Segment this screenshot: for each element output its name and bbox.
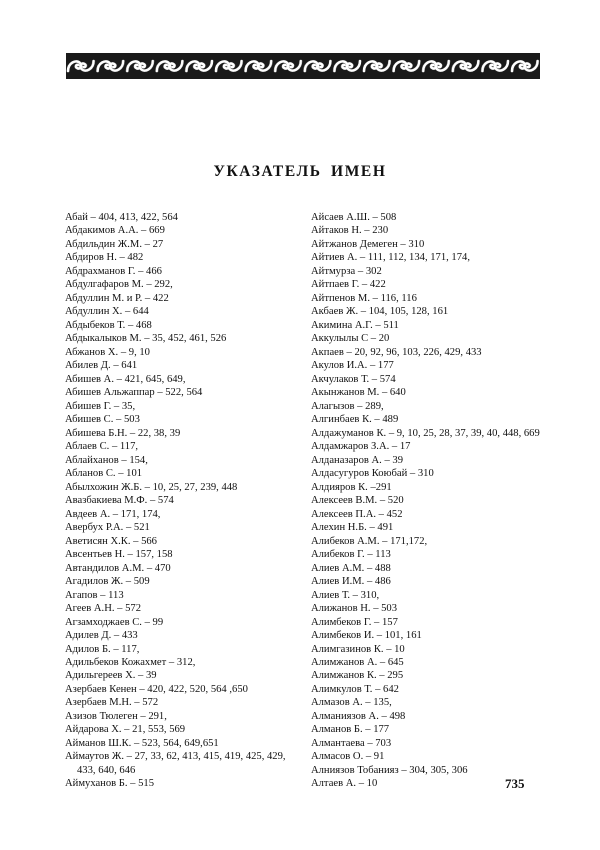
index-entry: Абдуллин М. и Р. – 422	[65, 292, 169, 304]
index-entry: Алгинбаев К. – 489	[311, 414, 399, 426]
index-entry: Алехин Н.Б. – 491	[311, 522, 394, 534]
index-entry: Акчулаков Т. – 574	[311, 373, 396, 385]
page-number: 735	[505, 776, 525, 791]
index-entry: Абдуллин Х. – 644	[65, 306, 149, 318]
index-entry: Акпаев – 20, 92, 96, 103, 226, 429, 433	[311, 346, 482, 358]
index-entry: Айтжанов Демеген – 310	[311, 238, 425, 250]
index-entry: Алмазов А. – 135,	[311, 697, 392, 709]
index-entry: Аблаев С. – 117,	[65, 441, 139, 453]
index-entry: Адилев Д. – 433	[65, 630, 138, 642]
index-entry: Алдамжаров З.А. – 17	[311, 441, 411, 453]
index-entry: Айтаков Н. – 230	[311, 225, 389, 237]
index-entry: Абишев А. – 421, 645, 649,	[65, 373, 186, 385]
index-entry: Алиев Т. – 310,	[311, 589, 380, 601]
index-entry: Айдарова Х. – 21, 553, 569	[65, 724, 186, 736]
index-entry: Алтаев А. – 10	[311, 778, 378, 790]
index-entry: Алдияров К. –291	[311, 481, 392, 493]
index-entry: Агеев А.Н. – 572	[65, 603, 141, 615]
index-entry: Алагызов – 289,	[311, 400, 384, 412]
index-entry: Абай – 404, 413, 422, 564	[65, 212, 178, 223]
index-entry: Абишев Г. – 35,	[65, 400, 136, 412]
index-entry: Автандилов А.М. – 470	[65, 562, 171, 574]
index-entry: Абдиров Н. – 482	[65, 252, 144, 264]
index-entry: Алимжанов К. – 295	[311, 670, 404, 682]
index-entry: Азизов Тюлеген – 291,	[65, 710, 167, 722]
index-entry: Абишева Б.Н. – 22, 38, 39	[65, 427, 181, 439]
index-entry: Абдыкалыков М. – 35, 452, 461, 526	[65, 333, 227, 345]
index-entry: Абжанов Х. – 9, 10	[65, 346, 150, 358]
index-entry: Авсентьев Н. – 157, 158	[65, 549, 173, 561]
index-entry: Азербаев М.Н. – 572	[65, 697, 159, 709]
index-entry: Айтмурза – 302	[311, 265, 382, 277]
index-entry: Алмантаева – 703	[311, 737, 392, 749]
index-entry: Акулов И.А. – 177	[311, 360, 394, 372]
index-entry: Алексеев В.М. – 520	[311, 495, 404, 507]
index-entry: Абдулгафаров М. – 292,	[65, 279, 173, 291]
name-index-right-column	[311, 211, 541, 791]
index-entry: Алманов Б. – 177	[311, 724, 390, 736]
index-entry: Алимкулов Т. – 642	[311, 683, 399, 695]
index-entry: Абишев С. – 503	[65, 414, 140, 426]
index-entry: Абдакимов А.А. – 669	[65, 225, 165, 237]
index-entry: Абдыбеков Т. – 468	[65, 319, 152, 331]
index-entry: Айтпенов М. – 116, 116	[311, 292, 417, 304]
index-entry: Аймуханов Б. – 515	[65, 778, 155, 790]
index-entry: Алманиязов А. – 498	[311, 710, 406, 722]
index-entry: Алимбеков И. – 101, 161	[311, 630, 422, 642]
index-entry: Абылхожин Ж.Б. – 10, 25, 27, 239, 448	[65, 481, 238, 493]
name-index-left-column	[65, 211, 295, 791]
index-entry: Авдеев А. – 171, 174,	[65, 508, 161, 520]
index-entry: Алиев И.М. – 486	[311, 576, 391, 588]
index-entry: Адильбеков Кожахмет – 312,	[65, 656, 196, 668]
index-entry: Алибеков А.М. – 171,172,	[311, 535, 428, 547]
index-entry: Алексеев П.А. – 452	[311, 508, 403, 520]
index-entry: Айманов Ш.К. – 523, 564, 649,651	[65, 737, 219, 749]
index-entry: Алимжанов А. – 645	[311, 656, 404, 668]
index-entry: Авербух Р.А. – 521	[65, 522, 150, 534]
index-entry: Абдрахманов Г. – 466	[65, 265, 162, 277]
index-entry: Алдасугуров Коюбай – 310	[311, 468, 434, 480]
index-entry: Аккулылы С – 20	[311, 333, 390, 345]
index-entry: Алимгазинов К. – 10	[311, 643, 405, 655]
index-entry: Азербаев Кенен – 420, 422, 520, 564 ,650	[65, 683, 248, 695]
index-entry: Айтиев А. – 111, 112, 134, 171, 174,	[311, 252, 470, 264]
index-entry: Алибеков Г. – 113	[311, 549, 391, 561]
page-title: УКАЗАТЕЛЬ ИМЕН	[213, 163, 387, 180]
index-entry: Алниязов Тобанияз – 304, 305, 306	[311, 764, 468, 776]
index-entry: Алимбеков Г. – 157	[311, 616, 398, 628]
index-entry: Акимина А.Г. – 511	[311, 319, 399, 331]
index-entry: Адильгереев Х. – 39	[65, 670, 157, 682]
index-entry: Абилев Д. – 641	[65, 360, 138, 372]
index-entry: Айтпаев Г. – 422	[311, 279, 386, 291]
index-entry: Аймаутов Ж. – 27, 33, 62, 413, 415, 419, 425, 429, 433, 640, 646	[65, 751, 286, 776]
index-entry: Абишев Альжаппар – 522, 564	[65, 387, 203, 399]
index-entry: Алиев А.М. – 488	[311, 562, 391, 574]
index-entry: Агзамходжаев С. – 99	[65, 616, 164, 628]
decorative-border-icon	[66, 53, 540, 79]
index-entry: Агапов – 113	[65, 589, 124, 601]
index-entry: Абланов С. – 101	[65, 468, 143, 480]
index-entry: Агадилов Ж. – 509	[65, 576, 150, 588]
index-entry: Алдажуманов К. – 9, 10, 25, 28, 37, 39, 40, 448, 669	[311, 427, 540, 439]
index-entry: Алмасов О. – 91	[311, 751, 385, 763]
index-entry: Адилов Б. – 117,	[65, 643, 140, 655]
index-entry: Абдильдин Ж.М. – 27	[65, 238, 164, 250]
index-entry: Акбаев Ж. – 104, 105, 128, 161	[311, 306, 449, 318]
index-entry: Айсаев А.Ш. – 508	[311, 212, 397, 223]
index-entry: Акынжанов М. – 640	[311, 387, 406, 399]
index-entry: Аветисян Х.К. – 566	[65, 535, 157, 547]
index-entry: Аблайханов – 154,	[65, 454, 148, 466]
index-entry: Авазбакиева М.Ф. – 574	[65, 495, 174, 507]
index-entry: Алданазаров А. – 39	[311, 454, 404, 466]
index-entry: Алижанов Н. – 503	[311, 603, 398, 615]
